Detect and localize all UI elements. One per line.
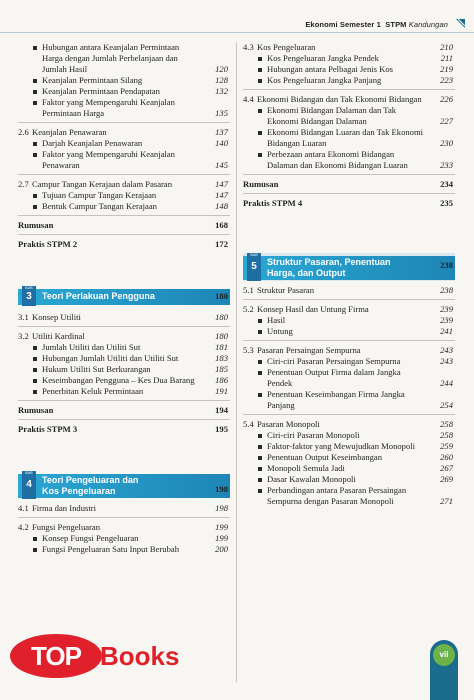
page-number: vii [433, 644, 455, 666]
chapter-heading [243, 253, 455, 281]
row-separator [243, 193, 455, 194]
toc-summary [18, 239, 230, 250]
entry-page: 145 [215, 160, 228, 170]
row-separator [18, 400, 230, 401]
header-rule [0, 32, 474, 33]
entry-page: 267 [440, 463, 453, 473]
entry-title: Kos Pengeluaran Jangka Panjang [267, 75, 382, 85]
entry-page: 191 [215, 386, 228, 396]
entry-page: 172 [215, 239, 228, 249]
toc-section [243, 345, 455, 356]
entry-page: 241 [440, 326, 453, 336]
entry-page: 219 [440, 64, 453, 74]
toc-subitem [243, 389, 455, 411]
entry-page: 132 [215, 86, 228, 96]
entry-page: 239 [440, 304, 453, 314]
toc-subitem [18, 97, 230, 119]
entry-page: 128 [215, 75, 228, 85]
entry-page: 233 [440, 160, 453, 170]
section-label: Kandungan [408, 20, 448, 29]
section-number: 5.1 [243, 285, 254, 295]
entry-page: 227 [440, 116, 453, 126]
entry-title: Praktis STPM 4 [243, 198, 303, 208]
row-separator [243, 414, 455, 415]
page-header [0, 0, 474, 40]
entry-title: Campur Tangan Kerajaan dalam Pasaran [32, 179, 173, 189]
entry-title: Penentuan Output Firma dalam Jangka Pendek [267, 367, 401, 388]
corner-arrow-icon [455, 18, 466, 29]
toc-section [18, 312, 230, 323]
toc-summary [18, 405, 230, 416]
section-number: 3.1 [18, 312, 29, 322]
entry-page: 210 [440, 42, 453, 52]
toc-subitem [243, 326, 455, 337]
entry-page: 271 [440, 496, 453, 506]
entry-title: Ekonomi Bidangan Dalaman dan Tak Ekonomi Bidangan Dalaman [267, 105, 397, 126]
toc-subitem [243, 53, 455, 64]
entry-page: 183 [215, 353, 228, 363]
row-separator [18, 234, 230, 235]
entry-title: Konsep Utiliti [32, 312, 81, 322]
entry-page: 137 [215, 127, 228, 137]
entry-title: Penentuan Keseimbangan Firma Jangka Panjang [267, 389, 405, 410]
entry-page: 235 [440, 198, 453, 208]
entry-title: Ekonomi Bidangan Luaran dan Tak Ekonomi Bidangan Luaran [267, 127, 424, 148]
spacer [18, 250, 230, 286]
toc-subitem [243, 149, 455, 171]
toc-section [18, 522, 230, 533]
toc-subitem [18, 190, 230, 201]
entry-title: Praktis STPM 3 [18, 424, 78, 434]
row-separator [18, 419, 230, 420]
row-separator [18, 215, 230, 216]
entry-page: 239 [440, 315, 453, 325]
toc-section [243, 419, 455, 430]
toc-subitem [18, 138, 230, 149]
row-separator [243, 174, 455, 175]
chapter-number: 3 [26, 291, 32, 302]
spacer [243, 209, 455, 253]
toc-subitem [243, 474, 455, 485]
entry-page: 234 [440, 179, 453, 189]
row-separator [243, 299, 455, 300]
toc-section [243, 94, 455, 105]
section-number: 4.1 [18, 503, 29, 513]
toc-subitem [243, 430, 455, 441]
toc-section [243, 42, 455, 53]
toc-subitem [243, 127, 455, 149]
entry-title: Keanjalan Penawaran [32, 127, 107, 137]
section-number: 2.7 [18, 179, 29, 189]
entry-title: Pasaran Monopoli [257, 419, 320, 429]
entry-page: 243 [440, 356, 453, 366]
entry-page: 120 [215, 64, 228, 74]
chapter-title-line: Harga, dan Output [267, 268, 346, 278]
running-title [305, 20, 448, 29]
entry-title: Hasil [267, 315, 286, 325]
row-separator [243, 340, 455, 341]
entry-page: 260 [440, 452, 453, 462]
toc-column-left [18, 42, 230, 555]
column-divider [236, 42, 237, 682]
toc-subitem [18, 375, 230, 386]
entry-title: Penerbitan Keluk Permintaan [42, 386, 144, 396]
entry-title: Rumusan [243, 179, 279, 189]
entry-title: Kos Pengeluaran [257, 42, 316, 52]
entry-page: 223 [440, 75, 453, 85]
entry-title: Pasaran Persaingan Sempurna [257, 345, 361, 355]
entry-page: 211 [440, 53, 453, 63]
chapter-title: Teori Perlakuan Pengguna [42, 291, 155, 301]
entry-title: Keanjalan Permintaan Silang [42, 75, 143, 85]
chapter-number: 5 [251, 261, 257, 272]
entry-page: 140 [215, 138, 228, 148]
entry-title: Penentuan Output Keseimbangan [267, 452, 383, 462]
entry-title: Rumusan [18, 220, 54, 230]
entry-title: Perbandingan antara Pasaran Persaingan Sempurna dengan Pasaran Monopoli [267, 485, 407, 506]
toc-subitem [18, 386, 230, 397]
toc-subitem [18, 353, 230, 364]
entry-title: Hubungan antara Pelbagai Jenis Kos [267, 64, 394, 74]
section-number: 3.2 [18, 331, 29, 341]
chapter-badge [22, 471, 36, 499]
spacer [18, 435, 230, 471]
entry-page: 186 [215, 375, 228, 385]
entry-title: Keanjalan Permintaan Pendapatan [42, 86, 160, 96]
logo-top-oval: TOP [10, 634, 102, 678]
toc-section [243, 304, 455, 315]
entry-page: 148 [215, 201, 228, 211]
entry-title: Tujuan Campur Tangan Kerajaan [42, 190, 157, 200]
chapter-title-line: Struktur Pasaran, Penentuan [267, 257, 391, 267]
chapter-heading [18, 286, 230, 308]
toc-subitem [243, 452, 455, 463]
entry-title: Keseimbangan Pengguna – Kes Dua Barang [42, 375, 195, 385]
entry-page: 195 [215, 424, 228, 434]
entry-page: 243 [440, 345, 453, 355]
toc-summary [18, 220, 230, 231]
page-number-tab [430, 640, 458, 700]
entry-page: 230 [440, 138, 453, 148]
entry-title: Kos Pengeluaran Jangka Pendek [267, 53, 379, 63]
entry-page: 180 [215, 312, 228, 322]
section-number: 4.2 [18, 522, 29, 532]
book-title: Ekonomi Semester 1 [305, 20, 381, 29]
chapter-title [267, 257, 391, 279]
entry-title: Hubungan antara Keanjalan Permintaan Harga dengan Jumlah Perbelanjaan dan Jumlah Hasil [42, 42, 180, 74]
toc-subitem [18, 364, 230, 375]
chapter-badge [22, 286, 36, 306]
chapter-page: 180 [215, 291, 228, 301]
entry-page: 254 [440, 400, 453, 410]
entry-title: Dasar Kawalan Monopoli [267, 474, 356, 484]
entry-page: 181 [215, 342, 228, 352]
toc-subitem [243, 441, 455, 452]
section-number: 2.6 [18, 127, 29, 137]
logo-books-text: Books [100, 641, 180, 671]
entry-page: 194 [215, 405, 228, 415]
chapter-title-line: Kos Pengeluaran [42, 486, 116, 496]
entry-page: 147 [215, 190, 228, 200]
row-separator [243, 89, 455, 90]
entry-title: Konsep Hasil dan Untung Firma [257, 304, 369, 314]
toc-column-right [243, 42, 455, 507]
toc-section [18, 331, 230, 342]
chapter-page: 238 [440, 260, 453, 270]
section-number: 4.4 [243, 94, 254, 104]
toc-subitem [243, 463, 455, 474]
toc-subitem [243, 75, 455, 86]
toc-subitem [243, 485, 455, 507]
toc-summary [243, 179, 455, 190]
entry-page: 147 [215, 179, 228, 189]
toc-subitem [18, 149, 230, 171]
toc-section [18, 179, 230, 190]
toc-subitem [18, 75, 230, 86]
entry-title: Utiliti Kardinal [32, 331, 85, 341]
toc-subitem [243, 64, 455, 75]
toc-subitem [18, 533, 230, 544]
entry-page: 168 [215, 220, 228, 230]
toc-summary [18, 424, 230, 435]
entry-page: 259 [440, 441, 453, 451]
entry-page: 238 [440, 285, 453, 295]
entry-title: Struktur Pasaran [257, 285, 315, 295]
toc-subitem [243, 356, 455, 367]
toc-subitem [243, 315, 455, 326]
row-separator [18, 174, 230, 175]
row-separator [18, 122, 230, 123]
entry-title: Perbezaan antara Ekonomi Bidangan Dalaman dan Ekonomi Bidangan Luaran [267, 149, 408, 170]
chapter-number: 4 [26, 479, 32, 490]
entry-page: 226 [440, 94, 453, 104]
section-number: 5.3 [243, 345, 254, 355]
chapter-badge [247, 253, 261, 281]
entry-title: Faktor-faktor yang Mewujudkan Monopoli [267, 441, 416, 451]
toc-subitem [18, 544, 230, 555]
entry-page: 258 [440, 430, 453, 440]
entry-title: Darjah Keanjalan Penawaran [42, 138, 143, 148]
entry-title: Fungsi Pengeluaran [32, 522, 101, 532]
chapter-title-line: Teori Pengeluaran dan [42, 475, 139, 485]
chapter-badge-label: BAB [25, 286, 33, 290]
entry-title: Faktor yang Mempengaruhi Keanjalan Penawaran [42, 149, 175, 170]
section-number: 4.3 [243, 42, 254, 52]
entry-page: 269 [440, 474, 453, 484]
entry-page: 198 [215, 503, 228, 513]
entry-title: Faktor yang Mempengaruhi Keanjalan Permintaan Harga [42, 97, 175, 118]
toc-subitem [18, 201, 230, 212]
entry-title: Monopoli Semula Jadi [267, 463, 345, 473]
row-separator [18, 326, 230, 327]
entry-page: 185 [215, 364, 228, 374]
entry-title: Ekonomi Bidangan dan Tak Ekonomi Bidangan [257, 94, 422, 104]
entry-page: 200 [215, 544, 228, 554]
entry-page: 244 [440, 378, 453, 388]
entry-title: Hukum Utiliti Sut Berkurangan [42, 364, 151, 374]
toc-subitem [243, 367, 455, 389]
entry-title: Jumlah Utiliti dan Utiliti Sut [42, 342, 141, 352]
toc-subitem [243, 105, 455, 127]
entry-title: Firma dan Industri [32, 503, 96, 513]
section-number: 5.2 [243, 304, 254, 314]
topbooks-logo [10, 632, 195, 682]
entry-page: 258 [440, 419, 453, 429]
chapter-title [42, 475, 138, 497]
chapter-heading [18, 471, 230, 499]
entry-title: Ciri-ciri Pasaran Monopoli [267, 430, 360, 440]
toc-section [243, 285, 455, 296]
entry-title: Hubungan Jumlah Utiliti dan Utiliti Sut [42, 353, 179, 363]
entry-page: 180 [215, 331, 228, 341]
entry-title: Fungsi Pengeluaran Satu Input Berubah [42, 544, 180, 554]
entry-page: 199 [215, 522, 228, 532]
entry-title: Ciri-ciri Pasaran Persaingan Sempurna [267, 356, 401, 366]
chapter-badge-label: BAB [25, 471, 33, 475]
toc-subitem [18, 42, 230, 75]
section-number: 5.4 [243, 419, 254, 429]
toc-subitem [18, 86, 230, 97]
toc-summary [243, 198, 455, 209]
entry-title: Praktis STPM 2 [18, 239, 78, 249]
entry-title: Bentuk Campur Tangan Kerajaan [42, 201, 157, 211]
entry-title: Konsep Fungsi Pengeluaran [42, 533, 139, 543]
toc-section [18, 127, 230, 138]
chapter-page: 198 [215, 484, 228, 494]
exam-label: STPM [385, 20, 407, 29]
toc-subitem [18, 342, 230, 353]
entry-title: Rumusan [18, 405, 54, 415]
entry-title: Untung [267, 326, 293, 336]
toc-section [18, 503, 230, 514]
row-separator [18, 517, 230, 518]
entry-page: 199 [215, 533, 228, 543]
chapter-badge-label: BAB [250, 253, 258, 257]
entry-page: 135 [215, 108, 228, 118]
